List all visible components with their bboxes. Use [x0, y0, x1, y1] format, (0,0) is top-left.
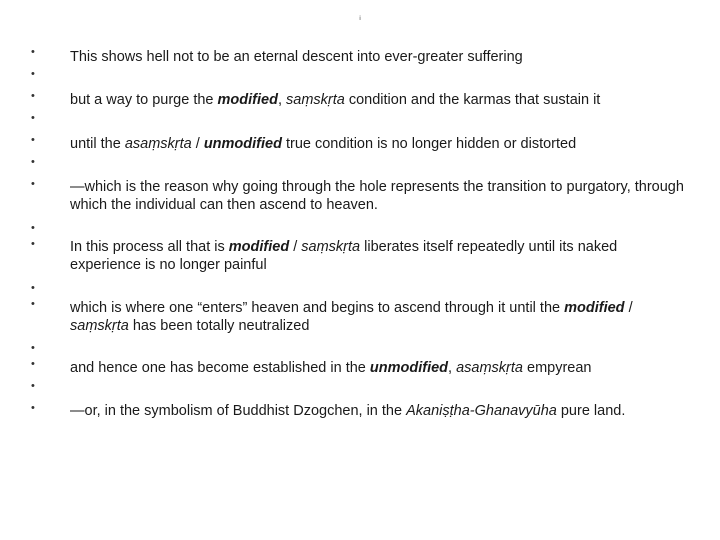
bullet-dot: • [31, 68, 35, 80]
italic-term: saṃskṛta [70, 318, 129, 334]
italic-term: saṃskṛta [286, 92, 345, 108]
text-run: , [277, 92, 286, 108]
text-run: until the [70, 136, 125, 152]
bullet-text [70, 178, 690, 214]
bullet-dot: • [31, 90, 35, 102]
bullet-dot: • [31, 402, 35, 414]
bullet-text [70, 135, 690, 153]
text-run: / [289, 239, 302, 255]
text-run: In this process all that is [70, 239, 229, 255]
italic-term: Akaniṣṭha-Ghanavyūha [406, 403, 557, 419]
text-run: , [448, 360, 457, 376]
emphasis-term: unmodified [369, 360, 449, 376]
emphasis-term: modified [228, 239, 290, 255]
bullet-text [70, 299, 690, 335]
emphasis-term: modified [217, 92, 278, 108]
emphasis-term: modified [564, 300, 625, 316]
bullet-text [70, 91, 690, 109]
italic-term: saṃskṛta [301, 239, 361, 255]
text-run: which is where one “enters” heaven and begins to ascend through it until the [70, 300, 565, 316]
bullet-text [70, 48, 690, 66]
bullet-dot: • [31, 298, 35, 310]
italic-term: asaṃskṛta [124, 136, 192, 152]
bullet-dot: • [31, 342, 35, 354]
text-run: This shows hell not to be an eternal descent into ever-greater suffering [70, 49, 523, 65]
text-run: and hence one has become established in the [70, 360, 370, 376]
bullet-dot: • [31, 238, 35, 250]
bullet-dot: • [31, 358, 35, 370]
text-run: —or, in the symbolism of Buddhist Dzogchen, in the [70, 403, 407, 419]
text-run: / [191, 136, 204, 152]
text-run: true condition is no longer hidden or distorted [281, 136, 577, 152]
bullet-dot: • [31, 282, 35, 294]
emphasis-term: unmodified [203, 136, 282, 152]
italic-term: asaṃskṛta [456, 360, 523, 376]
bullet-dot: • [31, 222, 35, 234]
bullet-text [70, 359, 690, 377]
bullet-text [70, 238, 690, 274]
text-run: —which is the reason why going through the hole represents the transition to purgatory, through which the individual can then ascend to heaven. [70, 179, 684, 213]
text-run: but a way to purge the [70, 92, 218, 108]
text-run: pure land. [556, 403, 626, 419]
slide-title: i [359, 16, 361, 22]
bullet-dot: • [31, 46, 35, 58]
text-run: condition and the karmas that sustain it [344, 92, 601, 108]
bullet-text [70, 402, 690, 420]
text-run: has been totally neutralized [128, 318, 310, 334]
bullet-dot: • [31, 112, 35, 124]
bullet-dot: • [31, 134, 35, 146]
bullet-dot: • [31, 156, 35, 168]
bullet-dot: • [31, 380, 35, 392]
text-run: / [624, 300, 633, 316]
text-run: empyrean [522, 360, 592, 376]
bullet-dot: • [31, 178, 35, 190]
text-run: liberates itself repeatedly until its naked experience is no longer painful [70, 239, 618, 273]
